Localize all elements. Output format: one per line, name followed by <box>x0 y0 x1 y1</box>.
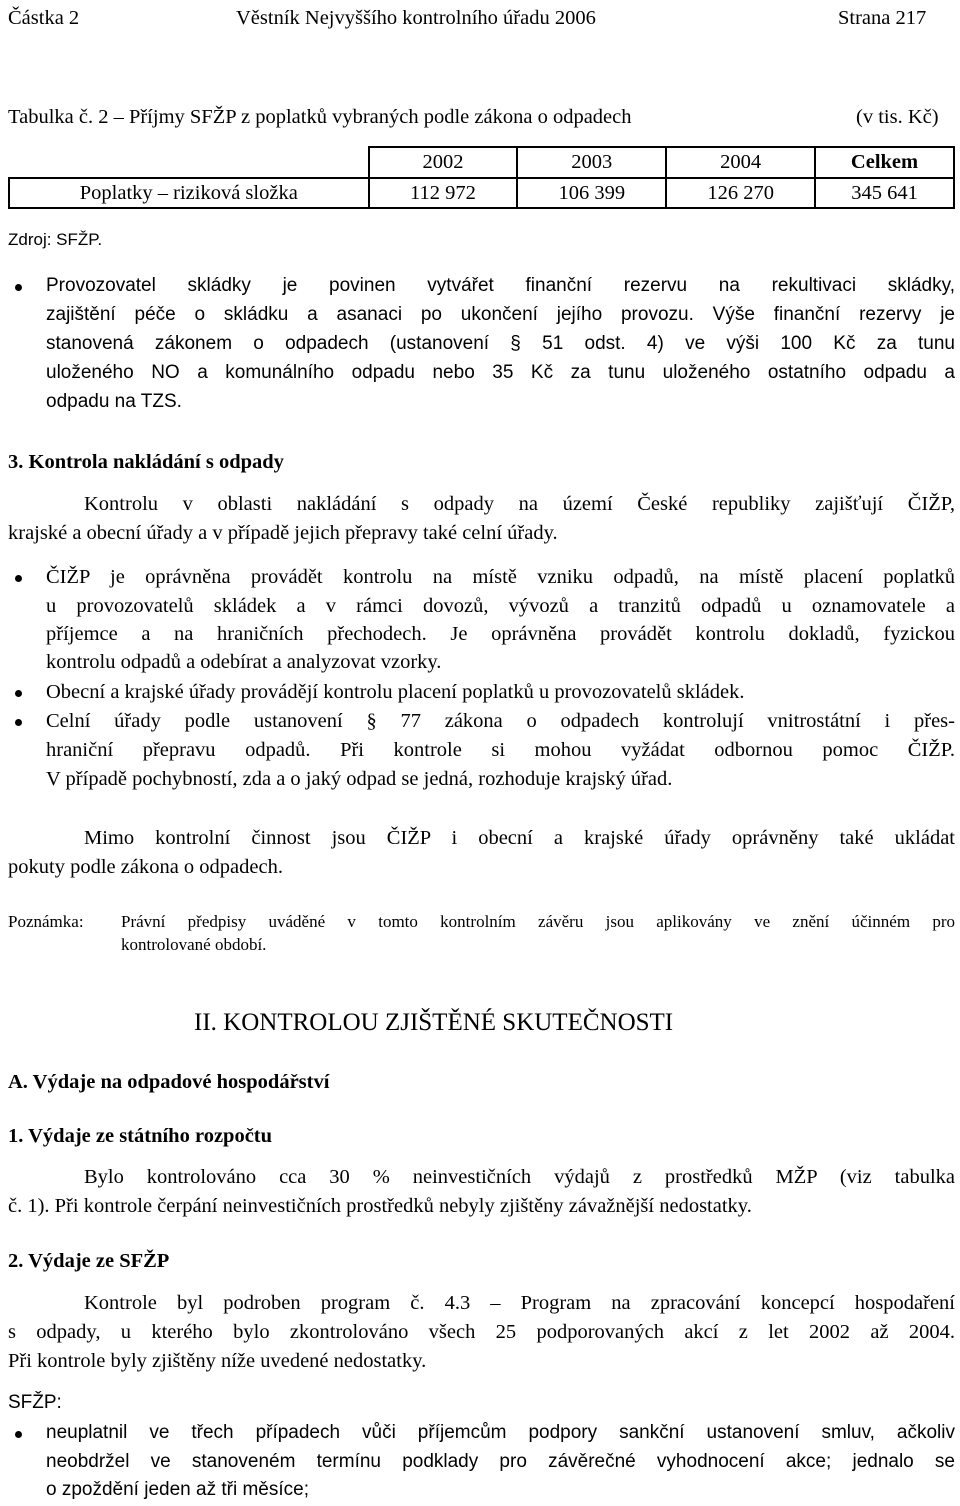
table-cell-2002: 112 972 <box>369 178 518 209</box>
bullet-dot <box>15 284 22 291</box>
bullet-line: stanovená zákonem o odpadech (ustanovení § 51 odst. 4) ve výši 100 Kč za tunu <box>46 333 955 354</box>
header-issue: Částka 2 <box>8 7 80 29</box>
sfzp-label: SFŽP: <box>8 1392 62 1413</box>
bullet-dot <box>15 575 22 582</box>
header-page-number: Strana 217 <box>838 7 927 29</box>
paragraph-line: Kontrole byl podroben program č. 4.3 – Program na zpracování koncepcí hospodaření <box>84 1292 955 1314</box>
table-unit: (v tis. Kč) <box>856 106 939 128</box>
bullet-line: u provozovatelů skládek a v rámci dovozů, vývozů a tranzitů odpadů u oznamovatele a <box>46 595 955 617</box>
bullet-line: zajištění péče o skládku a asanaci po ukončení jejího provozu. Výše finanční rezervy je <box>46 304 955 325</box>
fees-table <box>8 146 955 209</box>
bullet-line: neuplatnil ve třech případech vůči příjemcům podpory sankční ustanovení smluv, ačkoliv <box>46 1422 955 1443</box>
paragraph-line: pokuty podle zákona o odpadech. <box>8 856 283 878</box>
bullet-line: uloženého NO a komunálního odpadu nebo 35 Kč za tunu uloženého ostatního odpadu a <box>46 362 955 383</box>
bullet-dot <box>15 690 22 697</box>
bullet-dot <box>15 719 22 726</box>
bullet-line: V případě pochybností, zda a o jaký odpad se jedná, rozhoduje krajský úřad. <box>46 768 673 790</box>
paragraph-line: Kontrolu v oblasti nakládání s odpady na území České republiky zajišťují ČIŽP, <box>84 493 955 515</box>
bullet-line: Provozovatel skládky je povinen vytvářet finanční rezervu na rekultivaci skládky, <box>46 275 955 296</box>
subsection-heading: 2. Výdaje ze SFŽP <box>8 1250 170 1272</box>
section-heading: 3. Kontrola nakládání s odpady <box>8 451 284 473</box>
table-cell-total: 345 641 <box>815 178 954 209</box>
paragraph-line: Bylo kontrolováno cca 30 % neinvestičních výdajů z prostředků MŽP (viz tabulka <box>84 1166 955 1188</box>
table-col-2002: 2002 <box>369 147 518 178</box>
header-journal-title: Věstník Nejvyššího kontrolního úřadu 2006 <box>236 7 596 29</box>
table-col-2003: 2003 <box>517 147 666 178</box>
table-source: Zdroj: SFŽP. <box>8 230 103 249</box>
part-title: II. KONTROLOU ZJIŠTĚNÉ SKUTEČNOSTI <box>194 1009 674 1036</box>
bullet-line: odpadu na TZS. <box>46 391 182 412</box>
paragraph-line: krajské a obecní úřady a v případě jejich přepravy také celní úřady. <box>8 522 558 544</box>
table-col-2004: 2004 <box>666 147 815 178</box>
paragraph-line: Při kontrole byly zjištěny níže uvedené nedostatky. <box>8 1350 427 1372</box>
note-line: kontrolované období. <box>121 935 267 954</box>
paragraph-line: Mimo kontrolní činnost jsou ČIŽP i obecní a krajské úřady oprávněny také ukládat <box>84 827 955 849</box>
note-line: Právní předpisy uváděné v tomto kontrolním závěru jsou aplikovány ve znění účinném pro <box>121 912 955 931</box>
bullet-line: neobdržel ve stanoveném termínu podklady pro závěrečné vyhodnocení akce; jednalo se <box>46 1451 955 1472</box>
table-caption: Tabulka č. 2 – Příjmy SFŽP z poplatků vybraných podle zákona o odpadech <box>8 106 632 128</box>
bullet-line: o zpoždění jeden až tři měsíce; <box>46 1479 309 1500</box>
subsection-heading: 1. Výdaje ze státního rozpočtu <box>8 1125 273 1147</box>
paragraph-line: s odpady, u kterého bylo zkontrolováno všech 25 podporovaných akcí z let 2002 až 2004. <box>8 1321 955 1343</box>
bullet-line: příjemce a na hraničních přechodech. Je oprávněna provádět kontrolu dokladů, fyzickou <box>46 623 955 645</box>
bullet-line: Celní úřady podle ustanovení § 77 zákona o odpadech kontrolují vnitrostátní i přes- <box>46 710 955 732</box>
table-header-row <box>9 147 954 178</box>
table-row-label: Poplatky – riziková složka <box>9 178 369 209</box>
bullet-line: Obecní a krajské úřady provádějí kontrolu placení poplatků u provozovatelů skládek. <box>46 681 745 703</box>
bullet-line: kontrolu odpadů a odebírat a analyzovat vzorky. <box>46 651 442 673</box>
table-col-total: Celkem <box>815 147 954 178</box>
bullet-dot <box>15 1431 22 1438</box>
paragraph-line: č. 1). Při kontrole čerpání neinvestičních prostředků nebyly zjištěny závažnější nedostatky. <box>8 1195 752 1217</box>
section-a-heading: A. Výdaje na odpadové hospodářství <box>8 1071 330 1093</box>
table-cell-2004: 126 270 <box>666 178 815 209</box>
note-label: Poznámka: <box>8 912 84 931</box>
bullet-line: hraniční přepravu odpadů. Při kontrole si mohou vyžádat odbornou pomoc ČIŽP. <box>46 739 955 761</box>
table-row <box>9 178 954 209</box>
table-cell-2003: 106 399 <box>517 178 666 209</box>
table-header-empty <box>9 147 369 178</box>
bullet-line: ČIŽP je oprávněna provádět kontrolu na místě vzniku odpadů, na místě placení poplatků <box>46 566 955 588</box>
